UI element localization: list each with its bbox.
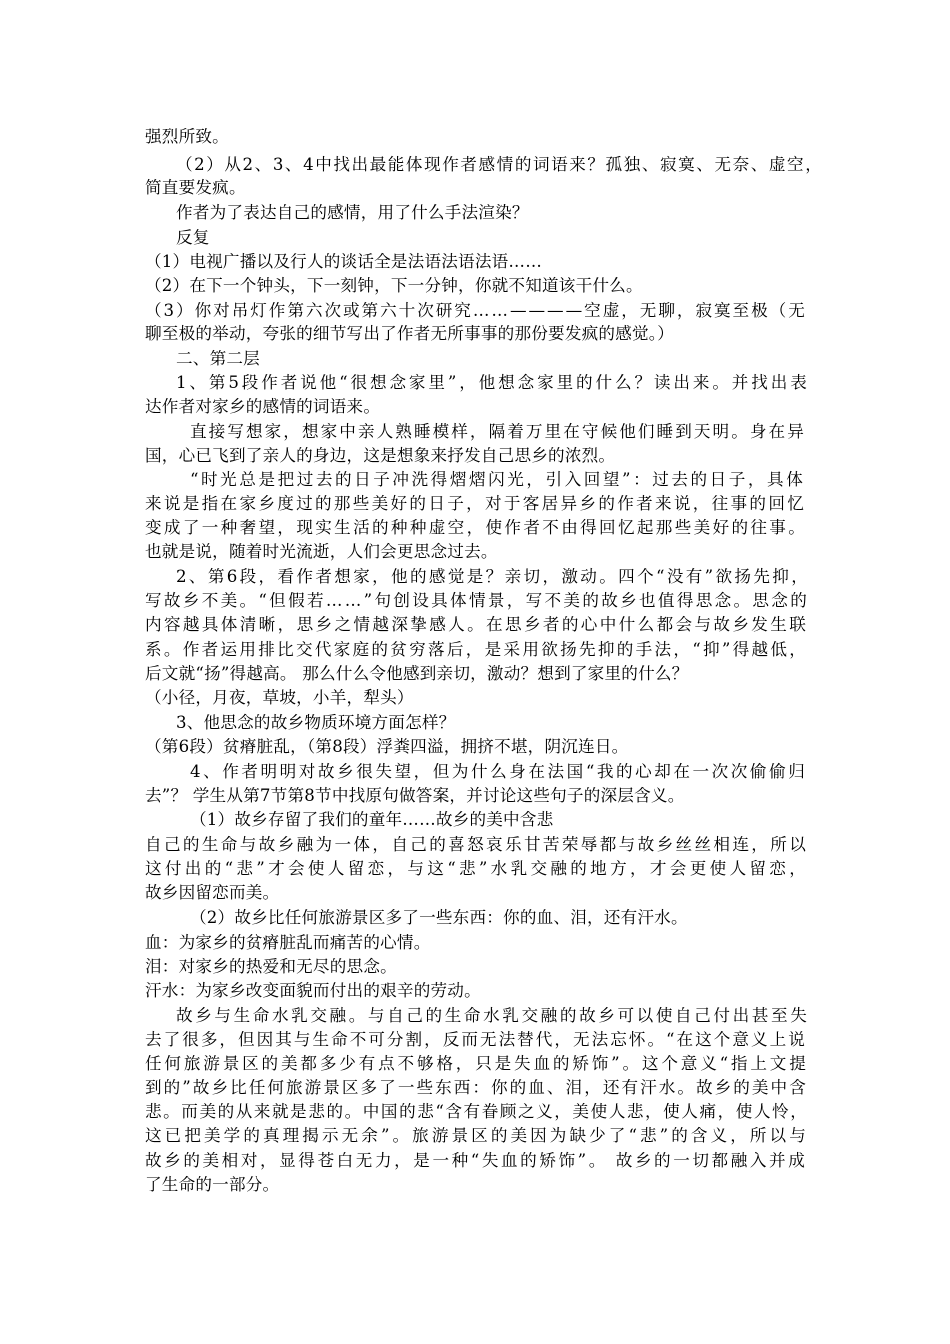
text-line: （2）从2、3、4中找出最能体现作者感情的词语来？孤独、寂寞、无奈、虚空， [176, 155, 824, 174]
text-line: （第6段）贫瘠脏乱，（第8段）浮粪四溢，拥挤不堪，阴沉连日。 [145, 737, 629, 756]
text-line: 直接写想家，想家中亲人熟睡模样，隔着万里在守候他们睡到天明。身在异 [190, 422, 806, 441]
text-line: 聊至极的举动，夸张的细节写出了作者无所事事的那份要发疯的感觉。） [145, 324, 675, 343]
text-line: 故乡的美相对，显得苍白无力，是一种“失血的矫饰”。 故乡的一切都融入并成 [145, 1151, 808, 1170]
text-line: 变成了一种奢望，现实生活的种种虚空，使作者不由得回忆起那些美好的往事。 [145, 518, 808, 537]
text-line: 内容越具体清晰，思乡之情越深挚感人。在思乡者的心中什么都会与故乡发生联 [145, 615, 809, 634]
text-line: 任何旅游景区的美都多少有点不够格，只是失血的矫饰”。这个意义“指上文提 [145, 1054, 809, 1073]
text-line: 汗水：为家乡改变面貌而付出的艰辛的劳动。 [145, 981, 481, 1000]
text-line: 去了很多，但因其与生命不可分割，反而无法替代，无法忘怀。“在这个意义上说 [145, 1030, 807, 1049]
text-line: 这已把美学的真理揭示无余”。旅游景区的美因为缺少了“悲”的含义，所以与 [145, 1126, 809, 1145]
text-line: （1）故乡存留了我们的童年……故乡的美中含悲 [190, 810, 554, 829]
text-line: （3）你对吊灯作第六次或第六十次研究……————空虚，无聊，寂寞至极（无 [145, 301, 807, 320]
text-line: 写故乡不美。“但假若……”句创设具体情景，写不美的故乡也值得思念。思念的 [145, 591, 810, 610]
text-line: 也就是说，随着时光流逝，人们会更思念过去。 [145, 542, 498, 561]
text-line: 反复 [176, 228, 210, 247]
text-line: 国，心已飞到了亲人的身边，这是想象来抒发自己思乡的浓烈。 [145, 446, 616, 465]
text-line: 作者为了表达自己的感情，用了什么手法渲染？ [176, 203, 529, 222]
text-line: 3、他思念的故乡物质环境方面怎样？ [176, 713, 456, 732]
text-line: 故乡与生命水乳交融。与自己的生命水乳交融的故乡可以使自己付出甚至失 [176, 1006, 810, 1025]
text-line: 自己的生命与故乡融为一体，自己的喜怒哀乐甘苦荣辱都与故乡丝丝相连，所以 [145, 835, 809, 854]
text-line: （2）在下一个钟头，下一刻钟，下一分钟，你就不知道该干什么。 [145, 276, 643, 295]
text-line: 后文就“扬”得越高。 那么什么令他感到亲切，激动？想到了家里的什么？ [145, 664, 689, 683]
text-line: 悲。而美的从来就是悲的。中国的悲“含有眷顾之义，美使人悲，使人痛，使人怜， [145, 1102, 809, 1121]
text-line: 来说是指在家乡度过的那些美好的日子，对于客居异乡的作者来说，往事的回忆 [145, 494, 807, 513]
text-line: 故乡因留恋而美。 [145, 883, 280, 902]
text-line: （小径，月夜，草坡，小羊，犁头） [145, 688, 414, 707]
text-line: 达作者对家乡的感情的词语来。 [145, 397, 381, 416]
text-line: 这付出的“悲”才会使人留恋，与这“悲”水乳交融的地方，才会更使人留恋， [145, 859, 810, 878]
text-line: 系。作者运用排比交代家庭的贫穷落后，是采用欲扬先抑的手法，“抑”得越低， [145, 640, 809, 659]
text-line: 到的”故乡比任何旅游景区多了一些东西：你的血、泪，还有汗水。故乡的美中含 [145, 1078, 808, 1097]
text-line: 血：为家乡的贫瘠脏乱而痛苦的心情。 [145, 933, 431, 952]
text-line: “时光总是把过去的日子冲洗得熠熠闪光，引入回望”：过去的日子，具体 [190, 470, 806, 489]
text-line: 去”？ 学生从第7节第8节中找原句做答案，并讨论这些句子的深层含义。 [145, 786, 685, 805]
text-line: 了生命的一部分。 [145, 1175, 280, 1194]
text-line: 1、第5段作者说他“很想念家里”，他想念家里的什么？读出来。并找出表 [176, 373, 810, 392]
text-line: 泪：对家乡的热爱和无尽的思念。 [145, 957, 397, 976]
text-line: （2）故乡比任何旅游景区多了一些东西：你的血、泪，还有汗水。 [190, 908, 688, 927]
text-line: 4、作者明明对故乡很失望，但为什么身在法国“我的心却在一次次偷偷归 [190, 762, 808, 781]
text-line: 简直要发疯。 [145, 178, 246, 197]
text-line: 强烈所致。 [145, 127, 229, 146]
text-line: 2、第6段，看作者想家，他的感觉是？亲切，激动。四个“没有”欲扬先抑， [176, 567, 811, 586]
text-line: 二、第二层 [176, 349, 260, 368]
text-line: （1）电视广播以及行人的谈话全是法语法语法语…… [145, 252, 543, 271]
